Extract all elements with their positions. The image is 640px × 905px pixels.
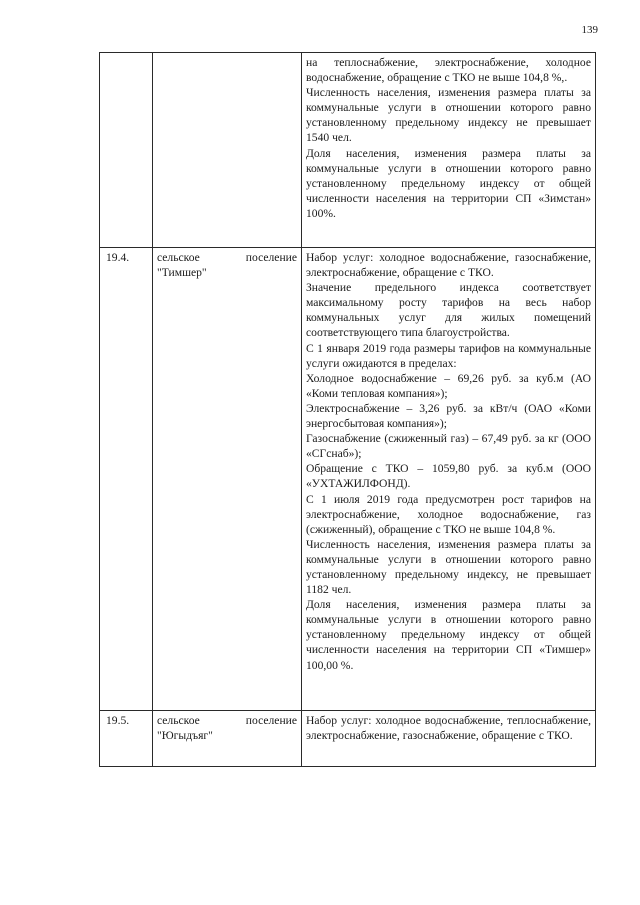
table-row <box>100 711 596 767</box>
paragraph: Набор услуг: холодное водоснабжение, теплоснабжение, электроснабжение, газоснабжение, обращение с ТКО. <box>306 714 591 743</box>
paragraph: Холодное водоснабжение – 69,26 руб. за куб.м (АО «Коми тепловая компания»); <box>306 371 591 400</box>
row-number: 19.4. <box>100 248 153 711</box>
paragraph: С 1 января 2019 года размеры тарифов на коммунальные услуги ожидаются в пределах: <box>306 341 591 370</box>
row-description <box>302 711 596 767</box>
paragraph: Численность населения, изменения размера платы за коммунальные услуги в отношении которого равно установленному предельному индексу, не превышает 1182 чел. <box>306 537 591 597</box>
page-number: 139 <box>581 24 598 36</box>
paragraph: Значение предельного индекса соответствует максимальному росту тарифов на весь набор коммунальных услуг для жилых помещений соответствующего типа благоустройства. <box>306 281 591 340</box>
row-number <box>100 53 153 248</box>
settlement-name: сельское поселение "Тимшер" <box>153 248 302 711</box>
row-number: 19.5. <box>100 711 153 767</box>
row-description <box>302 53 596 248</box>
settlement-name <box>153 53 302 248</box>
table-row <box>100 248 596 711</box>
paragraph: Обращение с ТКО – 1059,80 руб. за куб.м (ООО «УХТАЖИЛФОНД). <box>306 462 591 491</box>
paragraph: Газоснабжение (сжиженный газ) – 67,49 руб. за кг (ООО «СГснаб»); <box>306 432 591 461</box>
table-row <box>100 53 596 248</box>
row-description <box>302 248 596 711</box>
paragraph: С 1 июля 2019 года предусмотрен рост тарифов на электроснабжение, холодное водоснабжение, газ (сжиженный), обращение с ТКО не выше 104,8 %. <box>306 492 591 536</box>
paragraph: Доля населения, изменения размера платы за коммунальные услуги в отношении которого равно установленному предельному индексу от общей численности населения на территории СП «Зимстан» 100%. <box>306 146 591 220</box>
paragraph: Набор услуг: холодное водоснабжение, газоснабжение, электроснабжение, обращение с ТКО. <box>306 251 591 280</box>
paragraph: Электроснабжение – 3,26 руб. за кВт/ч (ОАО «Коми энергосбытовая компания»); <box>306 401 591 431</box>
paragraph: Численность населения, изменения размера платы за коммунальные услуги в отношении которого равно установленному предельному индексу не превышает 1540 чел. <box>306 86 591 145</box>
paragraph: Доля населения, изменения размера платы за коммунальные услуги в отношении которого равно установленному предельному индексу от общей численности населения на территории СП «Тимшер» 100,00 %. <box>306 598 591 672</box>
tariff-table <box>99 52 596 767</box>
paragraph: на теплоснабжение, электроснабжение, холодное водоснабжение, обращение с ТКО не выше 104,8 %,. <box>306 56 591 85</box>
settlement-name: сельское поселение "Югыдъяг" <box>153 711 302 767</box>
